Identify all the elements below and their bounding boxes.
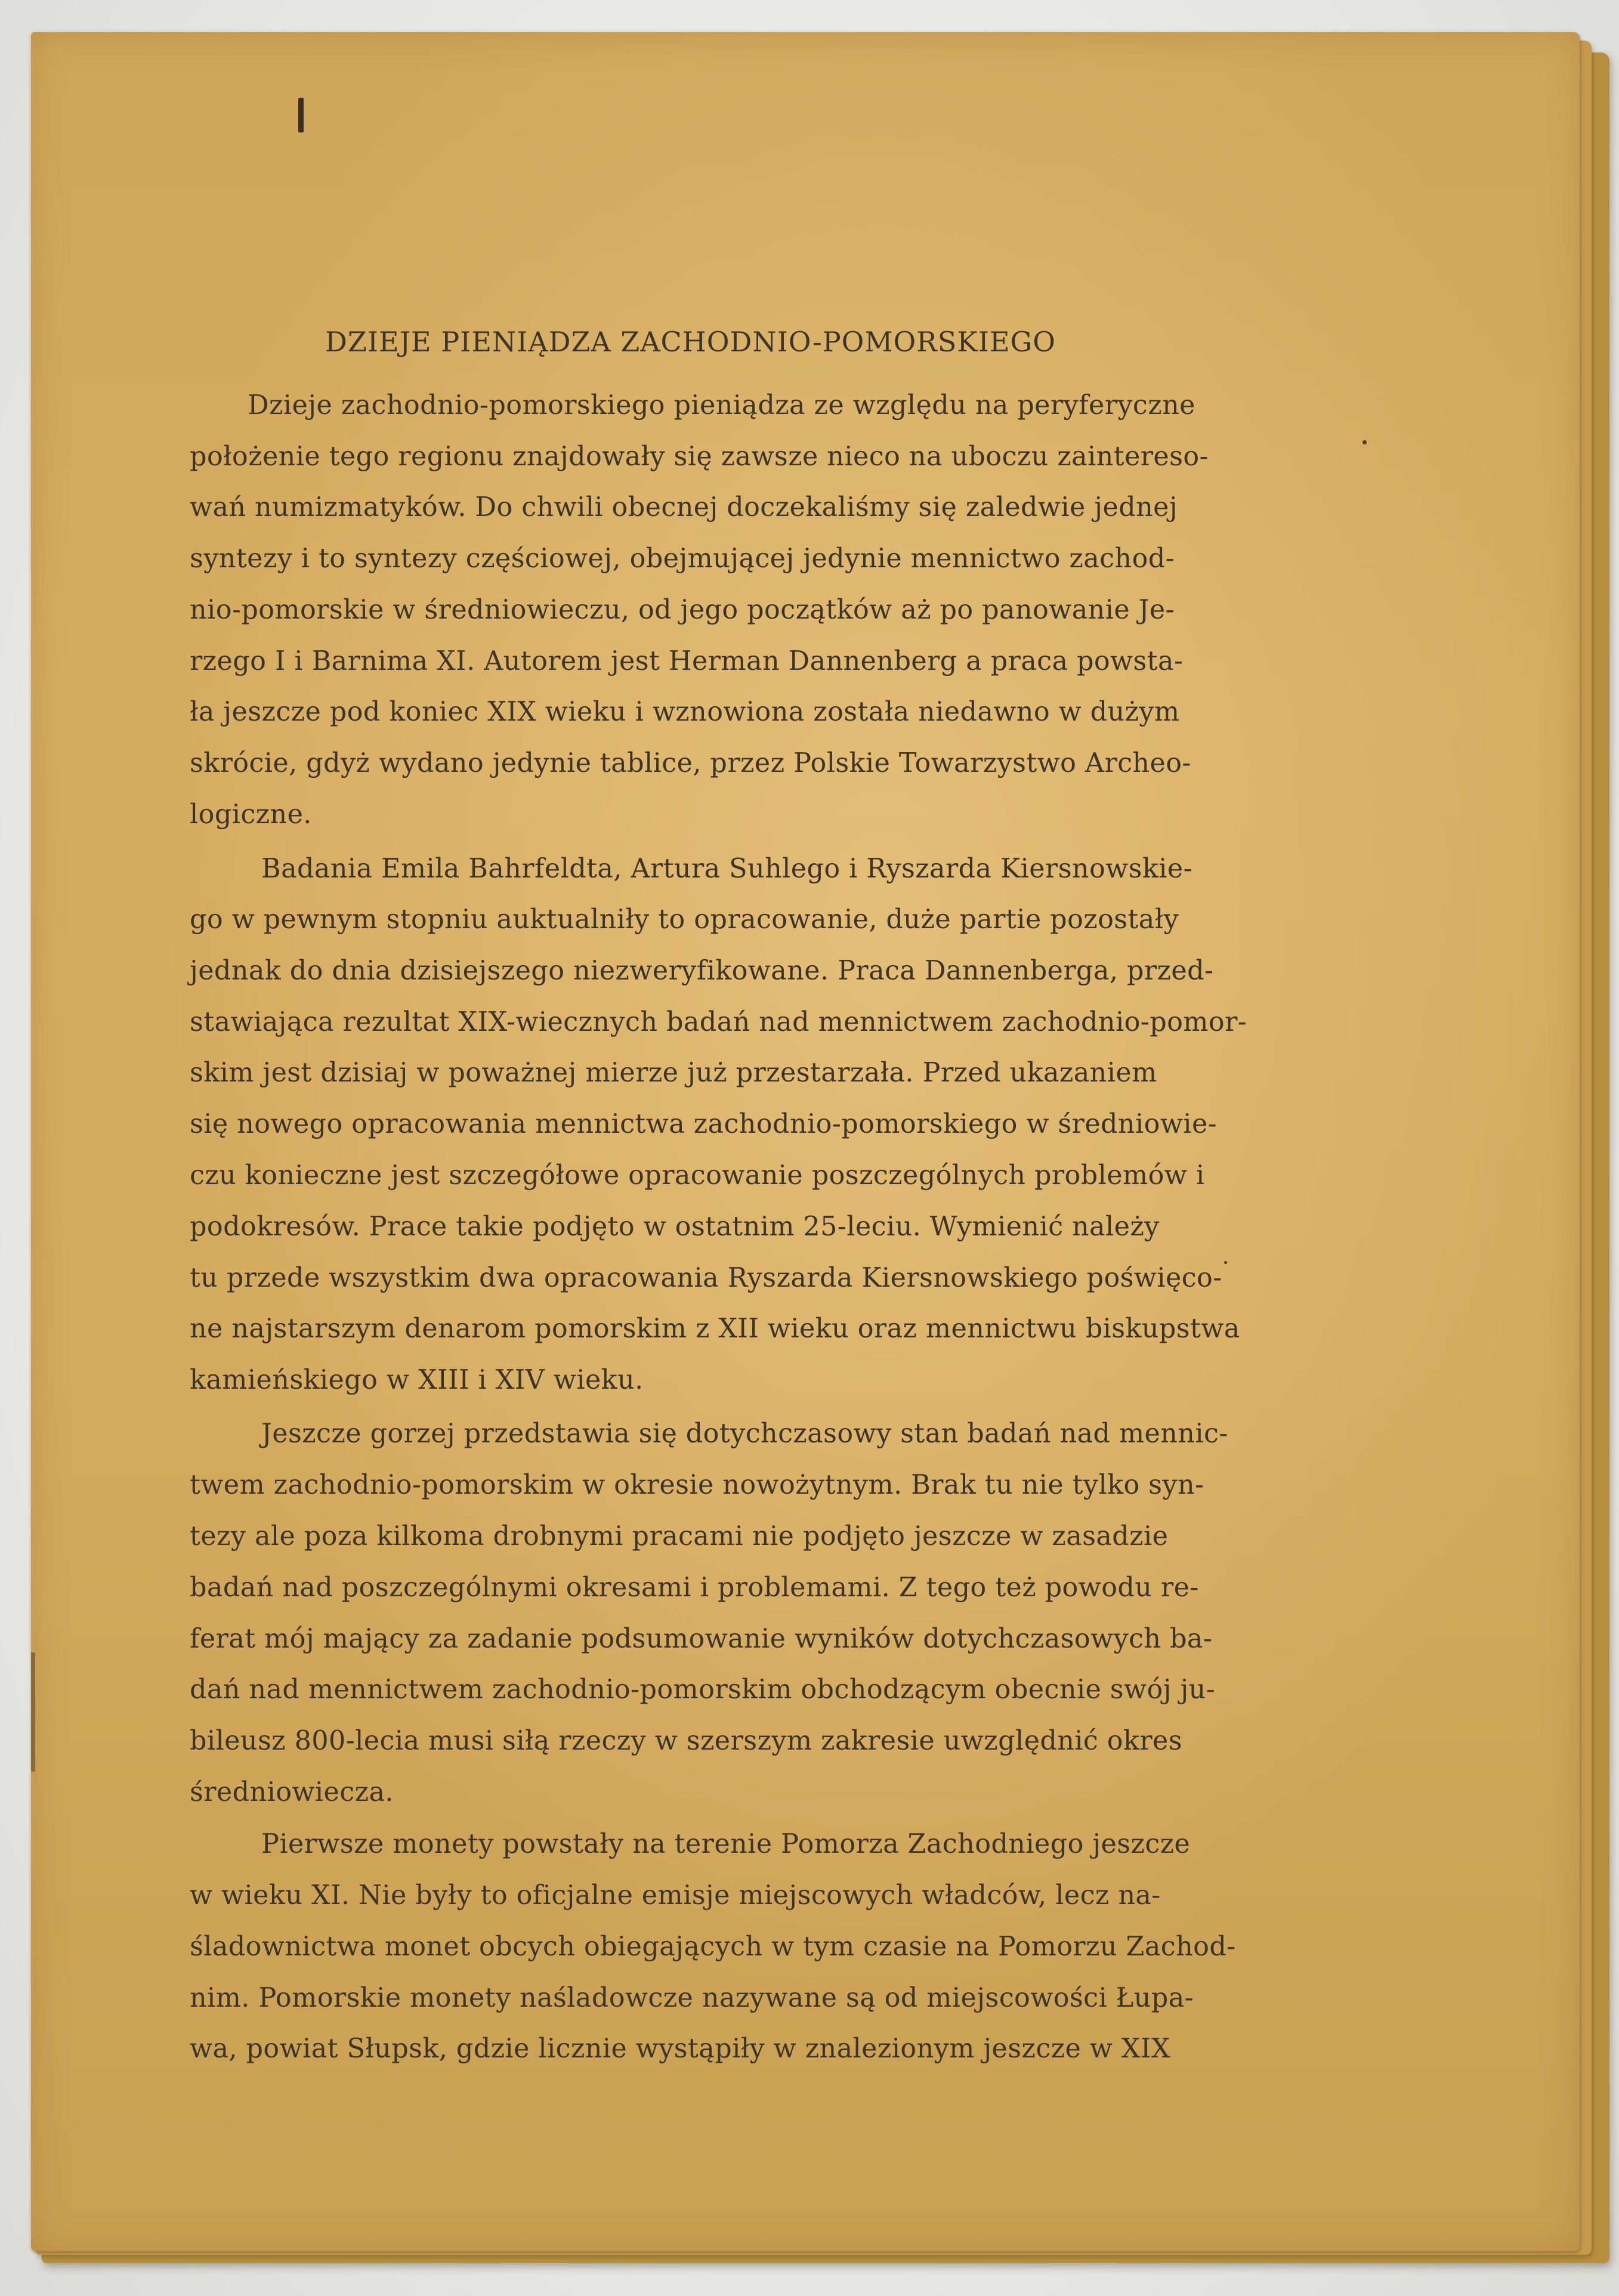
text-line: Jeszcze gorzej przedstawia się dotychczasowy stan badań nad mennic- bbox=[261, 1419, 1228, 1449]
text-line: badań nad poszczególnymi okresami i problemami. Z tego też powodu re- bbox=[190, 1572, 1199, 1603]
text-line: rzego I i Barnima XI. Autorem jest Herman Dannenberg a praca powsta- bbox=[190, 646, 1184, 676]
text-line: stawiająca rezultat XIX-wiecznych badań nad mennictwem zachodnio-pomor- bbox=[190, 1007, 1247, 1037]
text-line: logiczne. bbox=[190, 799, 312, 830]
binding-staple bbox=[31, 1652, 35, 1772]
text-line: go w pewnym stopniu auktualniły to opracowanie, duże partie pozostały bbox=[190, 904, 1179, 935]
text-line: wań numizmatyków. Do chwili obecnej doczekaliśmy się zaledwie jednej bbox=[190, 492, 1178, 523]
text-line: syntezy i to syntezy częściowej, obejmującej jedynie mennictwo zachod- bbox=[190, 543, 1175, 574]
text-line: położenie tego regionu znajdowały się zawsze nieco na uboczu zaintereso- bbox=[190, 441, 1209, 472]
text-line: ferat mój mający za zadanie podsumowanie wyników dotychczasowych ba- bbox=[190, 1624, 1213, 1654]
text-line: się nowego opracowania mennictwa zachodnio-pomorskiego w średniowie- bbox=[190, 1109, 1218, 1139]
text-line: nim. Pomorskie monety naśladowcze nazywane są od miejscowości Łupa- bbox=[190, 1983, 1194, 2013]
text-line: ła jeszcze pod koniec XIX wieku i wznowiona została niedawno w dużym bbox=[190, 697, 1180, 727]
document-title: DZIEJE PIENIĄDZA ZACHODNIO-POMORSKIEGO bbox=[325, 326, 1056, 358]
text-line: tezy ale poza kilkoma drobnymi pracami nie podjęto jeszcze w zasadzie bbox=[190, 1521, 1169, 1552]
text-line: wa, powiat Słupsk, gdzie licznie wystąpiły w znalezionym jeszcze w XIX bbox=[190, 2034, 1170, 2064]
text-line: ne najstarszym denarom pomorskim z XII wieku oraz mennictwu biskupstwa bbox=[190, 1314, 1240, 1344]
text-line: czu konieczne jest szczegółowe opracowanie poszczególnych problemów i bbox=[190, 1160, 1205, 1191]
text-line: Pierwsze monety powstały na terenie Pomorza Zachodniego jeszcze bbox=[261, 1829, 1191, 1859]
text-line: jednak do dnia dzisiejszego niezweryfikowane. Praca Dannenberga, przed- bbox=[190, 956, 1214, 986]
text-line: dań nad mennictwem zachodnio-pomorskim obchodzącym obecnie swój ju- bbox=[190, 1674, 1216, 1705]
text-line: nio-pomorskie w średniowieczu, od jego początków aż po panowanie Je- bbox=[190, 595, 1175, 625]
text-line: Dzieje zachodnio-pomorskiego pieniądza ze względu na peryferyczne bbox=[248, 390, 1195, 421]
text-line: kamieńskiego w XIII i XIV wieku. bbox=[190, 1365, 644, 1395]
ink-mark bbox=[298, 98, 304, 132]
document-page bbox=[31, 32, 1580, 2251]
paper-speck bbox=[1362, 440, 1367, 444]
text-line: skim jest dzisiaj w poważnej mierze już przestarzała. Przed ukazaniem bbox=[190, 1058, 1157, 1088]
text-line: skrócie, gdyż wydano jedynie tablice, przez Polskie Towarzystwo Archeo- bbox=[190, 748, 1191, 778]
text-line: średniowiecza. bbox=[190, 1777, 394, 1807]
text-line: bileusz 800-lecia musi siłą rzeczy w szerszym zakresie uwzględnić okres bbox=[190, 1726, 1182, 1756]
text-line: tu przede wszystkim dwa opracowania Ryszarda Kiersnowskiego poświęco- bbox=[190, 1263, 1222, 1293]
text-line: podokresów. Prace takie podjęto w ostatnim 25-leciu. Wymienić należy bbox=[190, 1212, 1160, 1242]
text-line: śladownictwa monet obcych obiegających w tym czasie na Pomorzu Zachod- bbox=[190, 1932, 1236, 1962]
text-line: Badania Emila Bahrfeldta, Artura Suhlego i Ryszarda Kiersnowskie- bbox=[261, 854, 1193, 884]
text-line: twem zachodnio-pomorskim w okresie nowożytnym. Brak tu nie tylko syn- bbox=[190, 1470, 1204, 1500]
paper-speck bbox=[1224, 1261, 1227, 1264]
text-line: w wieku XI. Nie były to oficjalne emisje miejscowych władców, lecz na- bbox=[190, 1880, 1161, 1911]
